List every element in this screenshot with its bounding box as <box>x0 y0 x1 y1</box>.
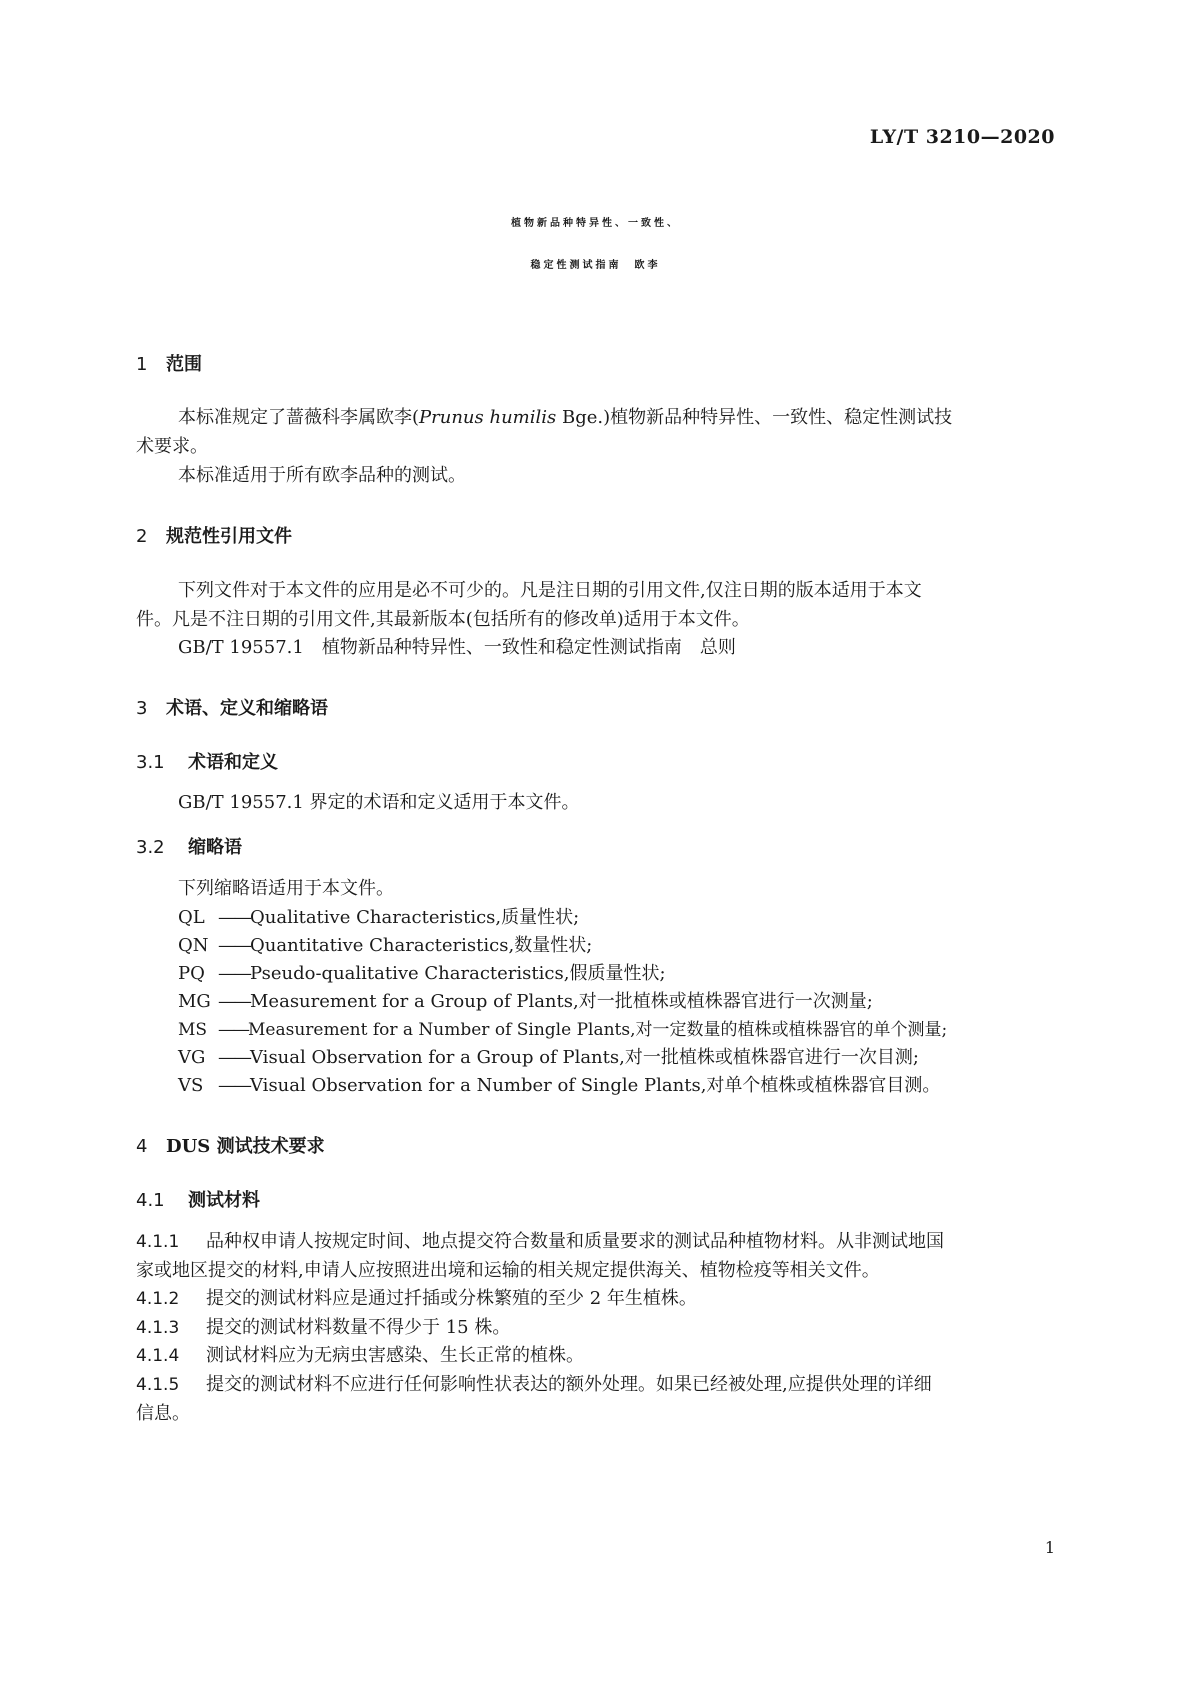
section-title: 范围 <box>166 354 202 375</box>
section-title: 规范性引用文件 <box>166 526 292 547</box>
section-4-heading <box>136 1132 325 1158</box>
clause-4-1-2 <box>136 1284 697 1314</box>
abbreviation-code: PQ <box>178 963 205 984</box>
subsection-title: 术语和定义 <box>188 752 278 773</box>
section-title: 术语、定义和缩略语 <box>166 698 328 719</box>
abbreviation-item <box>178 1043 919 1073</box>
subsection-number: 4.1 <box>136 1190 165 1211</box>
abbreviation-code: VG <box>178 1047 206 1068</box>
abbreviation-code: MS <box>178 1020 208 1040</box>
clause-number: 4.1.4 <box>136 1346 180 1366</box>
section-1-para1-line1 <box>178 403 952 433</box>
clause-number: 4.1.1 <box>136 1232 180 1252</box>
clause-4-1-5-line1 <box>136 1370 932 1400</box>
clause-4-1-1-line1 <box>136 1227 944 1257</box>
clause-text: 测试材料应为无病虫害感染、生长正常的植株。 <box>206 1345 584 1366</box>
abbreviation-text: Pseudo-qualitative Characteristics,假质量性状; <box>250 963 666 984</box>
subsection-3-2-heading <box>136 833 242 859</box>
abbreviation-text: Qualitative Characteristics,质量性状; <box>250 907 580 928</box>
em-dash: —— <box>218 1020 248 1040</box>
subsection-3-1-heading <box>136 748 278 774</box>
text-run: Bge.)植物新品种特异性、一致性、稳定性测试技 <box>556 407 953 428</box>
section-1-para2: 本标准适用于所有欧李品种的测试。 <box>178 465 466 486</box>
section-2-para1-line1: 下列文件对于本文件的应用是必不可少的。凡是注日期的引用文件,仅注日期的版本适用于本文 <box>178 580 922 601</box>
subsection-4-1-heading <box>136 1186 260 1212</box>
abbreviation-item <box>178 987 873 1017</box>
subsection-number: 3.1 <box>136 752 165 773</box>
document-title-line2: 稳定性测试指南 欧李 <box>530 260 661 271</box>
em-dash: —— <box>218 1047 250 1068</box>
clause-4-1-5-line2: 信息。 <box>136 1403 190 1424</box>
clause-text: 提交的测试材料不应进行任何影响性状表达的额外处理。如果已经被处理,应提供处理的详细 <box>206 1374 932 1395</box>
clause-number: 4.1.3 <box>136 1318 180 1338</box>
subsection-title: 测试材料 <box>188 1190 260 1211</box>
subsection-number: 3.2 <box>136 837 165 858</box>
abbreviation-code: QL <box>178 907 205 928</box>
clause-4-1-3 <box>136 1313 510 1343</box>
abbreviation-item <box>178 959 666 989</box>
section-1-para1-line2: 术要求。 <box>136 436 208 457</box>
abbreviation-code: QN <box>178 935 209 956</box>
abbreviation-item <box>178 931 592 961</box>
abbreviation-text: Measurement for a Number of Single Plants,对一定数量的植株或植株器官的单个测量; <box>248 1020 948 1040</box>
abbreviation-text: Visual Observation for a Group of Plants,对一批植株或植株器官进行一次目测; <box>250 1047 919 1068</box>
em-dash: —— <box>218 963 250 984</box>
latin-name: Prunus humilis <box>419 407 557 428</box>
em-dash: —— <box>218 1075 250 1096</box>
abbreviation-item <box>178 903 579 933</box>
abbreviation-item <box>178 1015 947 1045</box>
abbreviation-item <box>178 1071 940 1101</box>
section-number: 3 <box>136 698 148 719</box>
clause-text: 提交的测试材料应是通过扦插或分株繁殖的至少 2 年生植株。 <box>206 1288 697 1309</box>
section-number: 2 <box>136 526 148 547</box>
subsection-3-1-text: GB/T 19557.1 界定的术语和定义适用于本文件。 <box>178 792 580 813</box>
clause-text: 提交的测试材料数量不得少于 15 株。 <box>206 1317 511 1338</box>
abbreviation-code: MG <box>178 991 211 1012</box>
em-dash: —— <box>218 907 250 928</box>
abbreviation-text: Quantitative Characteristics,数量性状; <box>250 935 593 956</box>
clause-number: 4.1.2 <box>136 1289 180 1309</box>
section-number: 4 <box>136 1136 148 1157</box>
em-dash: —— <box>218 935 250 956</box>
document-title-line1: 植物新品种特异性、一致性、 <box>511 218 680 229</box>
section-3-heading <box>136 694 328 720</box>
normative-reference: GB/T 19557.1 植物新品种特异性、一致性和稳定性测试指南 总则 <box>178 637 736 658</box>
text-run: 本标准规定了蔷薇科李属欧李( <box>178 407 420 428</box>
subsection-title: 缩略语 <box>188 837 242 858</box>
section-title: 测试技术要求 <box>210 1136 325 1157</box>
abbreviation-code: VS <box>178 1075 204 1096</box>
standard-code: LY/T 3210—2020 <box>869 126 1055 148</box>
clause-number: 4.1.5 <box>136 1375 180 1395</box>
abbreviation-text: Visual Observation for a Number of Single Plants,对单个植株或植株器官目测。 <box>250 1075 941 1096</box>
clause-4-1-1-line2: 家或地区提交的材料,申请人应按照进出境和运输的相关规定提供海关、植物检疫等相关文件。 <box>136 1260 880 1281</box>
abbreviation-text: Measurement for a Group of Plants,对一批植株或植株器官进行一次测量; <box>250 991 873 1012</box>
section-2-para1-line2: 件。凡是不注日期的引用文件,其最新版本(包括所有的修改单)适用于本文件。 <box>136 609 750 630</box>
section-title-prefix: DUS <box>166 1136 211 1157</box>
page-number: 1 <box>1044 1538 1055 1557</box>
abbreviations-intro: 下列缩略语适用于本文件。 <box>178 878 394 899</box>
section-2-heading <box>136 522 292 548</box>
section-number: 1 <box>136 354 148 375</box>
clause-text: 品种权申请人按规定时间、地点提交符合数量和质量要求的测试品种植物材料。从非测试地国 <box>206 1231 944 1252</box>
section-1-heading <box>136 350 202 376</box>
clause-4-1-4 <box>136 1341 584 1371</box>
em-dash: —— <box>218 991 250 1012</box>
